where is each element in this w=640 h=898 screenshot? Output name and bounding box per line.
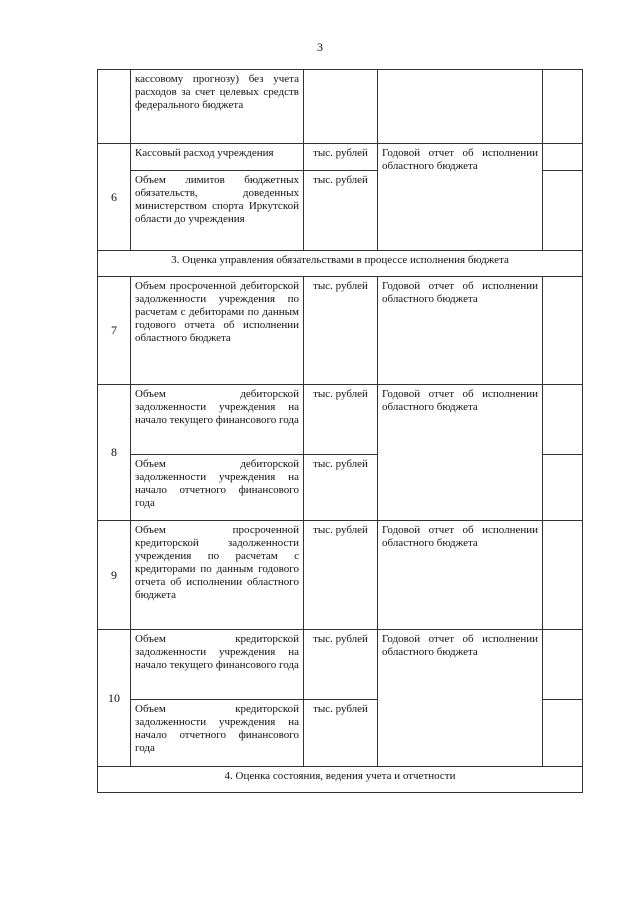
- source-cell: Годовой отчет об исполнении областного бюджета: [378, 144, 543, 251]
- indicator-cell: Объем лимитов бюджетных обязательств, доведенных министерством спорта Иркутской области до учреждения: [131, 171, 304, 251]
- section-title: 4. Оценка состояния, ведения учета и отчетности: [98, 767, 583, 793]
- unit-cell: тыс. рублей: [304, 171, 378, 251]
- value-cell: [543, 521, 583, 630]
- value-cell: [543, 171, 583, 251]
- table-row: [98, 277, 583, 385]
- indicator-cell: Объем кредиторской задолженности учреждения на начало текущего финансового года: [131, 630, 304, 700]
- section-header-row: [98, 767, 583, 793]
- source-cell: Годовой отчет об исполнении областного бюджета: [378, 277, 543, 385]
- indicator-cell: Кассовый расход учреждения: [131, 144, 304, 171]
- table-row: [98, 144, 583, 171]
- page-number: 3: [317, 40, 323, 54]
- row-number: 8: [98, 385, 131, 521]
- indicator-cell: Объем кредиторской задолженности учреждения на начало отчетного финансового года: [131, 700, 304, 767]
- row-number: [98, 70, 131, 144]
- section-header-row: [98, 251, 583, 277]
- indicator-cell: Объем просроченной кредиторской задолженности учреждения по расчетам с кредиторами по данным годового отчета об исполнении областного бюджета: [131, 521, 304, 630]
- indicator-cell: Объем дебиторской задолженности учреждения на начало отчетного финансового года: [131, 455, 304, 521]
- unit-cell: тыс. рублей: [304, 521, 378, 630]
- unit-cell: [304, 70, 378, 144]
- table-row: [98, 630, 583, 700]
- unit-cell: тыс. рублей: [304, 455, 378, 521]
- table-row: [98, 521, 583, 630]
- value-cell: [543, 144, 583, 171]
- row-number: 6: [98, 144, 131, 251]
- value-cell: [543, 70, 583, 144]
- row-number: 10: [98, 630, 131, 767]
- indicator-cell: Объем просроченной дебиторской задолженности учреждения по расчетам с дебиторами по данным годового отчета об исполнении областного бюджета: [131, 277, 304, 385]
- value-cell: [543, 455, 583, 521]
- table-row: [98, 385, 583, 455]
- source-cell: Годовой отчет об исполнении областного бюджета: [378, 630, 543, 767]
- value-cell: [543, 385, 583, 455]
- table-row: [98, 70, 583, 144]
- value-cell: [543, 277, 583, 385]
- section-title: 3. Оценка управления обязательствами в процессе исполнения бюджета: [98, 251, 583, 277]
- unit-cell: тыс. рублей: [304, 144, 378, 171]
- unit-cell: тыс. рублей: [304, 700, 378, 767]
- unit-cell: тыс. рублей: [304, 385, 378, 455]
- value-cell: [543, 700, 583, 767]
- row-number: 7: [98, 277, 131, 385]
- source-cell: Годовой отчет об исполнении областного бюджета: [378, 521, 543, 630]
- unit-cell: тыс. рублей: [304, 630, 378, 700]
- source-cell: Годовой отчет об исполнении областного бюджета: [378, 385, 543, 521]
- indicator-cell: кассовому прогнозу) без учета расходов за счет целевых средств федерального бюджета: [131, 70, 304, 144]
- row-number: 9: [98, 521, 131, 630]
- indicator-cell: Объем дебиторской задолженности учреждения на начало текущего финансового года: [131, 385, 304, 455]
- indicators-table: [97, 69, 583, 793]
- unit-cell: тыс. рублей: [304, 277, 378, 385]
- source-cell: [378, 70, 543, 144]
- value-cell: [543, 630, 583, 700]
